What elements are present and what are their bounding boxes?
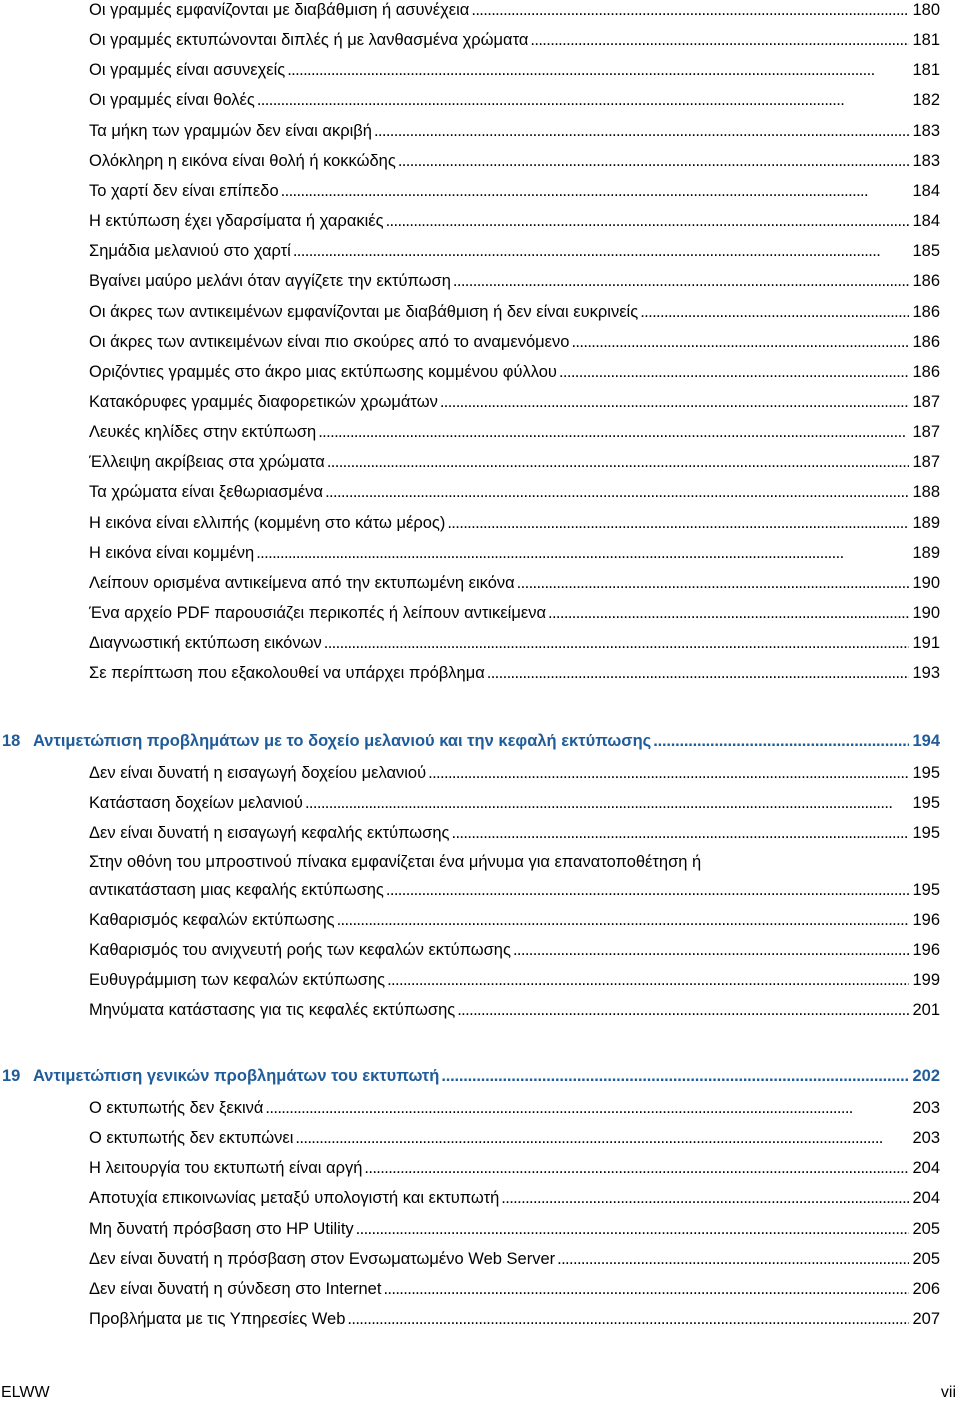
dot-leader — [428, 763, 909, 783]
toc-entry-page: 187 — [912, 453, 940, 471]
toc-entry-title: Αποτυχία επικοινωνίας μεταξύ υπολογιστή και εκτυπωτή — [89, 1189, 500, 1207]
toc-entry-page: 196 — [912, 941, 940, 959]
toc-entry[interactable] — [89, 482, 940, 502]
toc-entry-page: 195 — [912, 824, 940, 842]
toc-entry[interactable] — [89, 392, 940, 412]
toc-entry-page: 182 — [912, 91, 940, 109]
toc-entry-page: 181 — [912, 61, 940, 79]
dot-leader — [457, 1000, 909, 1020]
chapter-title: Αντιμετώπιση γενικών προβλημάτων του εκτυπωτή — [33, 1067, 440, 1085]
dot-leader — [257, 90, 910, 110]
toc-entry-title: Το χαρτί δεν είναι επίπεδο — [89, 182, 279, 200]
dot-leader — [387, 970, 909, 990]
chapter-page: 194 — [912, 732, 940, 750]
toc-entry-page: 195 — [912, 881, 940, 899]
dot-leader — [356, 1219, 910, 1239]
dot-leader — [293, 241, 910, 261]
toc-entry[interactable] — [89, 663, 940, 683]
page-footer — [0, 1383, 960, 1403]
toc-entry-page: 185 — [912, 242, 940, 260]
toc-entry[interactable] — [89, 573, 940, 593]
toc-entry[interactable] — [89, 940, 940, 960]
toc-entry-page: 181 — [912, 31, 940, 49]
dot-leader — [557, 1249, 909, 1269]
toc-entry[interactable] — [89, 151, 940, 171]
toc-entry[interactable] — [89, 90, 940, 110]
toc-entry-title: Οριζόντιες γραμμές στο άκρο μιας εκτύπωσης κομμένου φύλλου — [89, 363, 557, 381]
toc-entry-page: 193 — [912, 664, 940, 682]
toc-entry-title: Η εικόνα είναι κομμένη — [89, 544, 255, 562]
toc-entry-title: Ένα αρχείο PDF παρουσιάζει περικοπές ή λείπουν αντικείμενα — [89, 604, 546, 622]
dot-leader — [487, 663, 910, 683]
toc-entry[interactable] — [89, 1249, 940, 1269]
toc-entry[interactable] — [89, 1279, 940, 1299]
dot-leader — [653, 731, 909, 751]
toc-entry-page: 188 — [912, 483, 940, 501]
toc-entry-title-line1: Στην οθόνη του μπροστινού πίνακα εμφανίζεται ένα μήνυμα για επανατοποθέτηση ή — [89, 853, 702, 871]
footer-doc-code: ELWW — [1, 1384, 50, 1401]
toc-entry[interactable] — [89, 181, 940, 201]
dot-leader — [640, 302, 909, 322]
chapter-heading-18[interactable] — [0, 731, 940, 751]
toc-entry-page: 191 — [912, 634, 940, 652]
toc-entry-page: 186 — [912, 363, 940, 381]
toc-entry-page: 203 — [912, 1099, 940, 1117]
toc-entry-title: Ολόκληρη η εικόνα είναι θολή ή κοκκώδης — [89, 152, 396, 170]
dot-leader — [517, 573, 910, 593]
toc-entry[interactable] — [89, 1000, 940, 1020]
toc-entry[interactable] — [89, 121, 940, 141]
dot-leader — [513, 940, 910, 960]
toc-entry-page: 207 — [912, 1310, 940, 1328]
dot-leader — [347, 1309, 909, 1329]
toc-entry[interactable] — [89, 603, 940, 623]
toc-entry[interactable] — [89, 1219, 940, 1239]
toc-entry-title: Δεν είναι δυνατή η εισαγωγή κεφαλής εκτύπωσης — [89, 824, 450, 842]
toc-entry[interactable] — [89, 271, 940, 291]
toc-entry-title: Οι γραμμές είναι θολές — [89, 91, 255, 109]
toc-entry[interactable] — [89, 60, 940, 80]
toc-entry[interactable] — [89, 241, 940, 261]
toc-entry-page: 183 — [912, 122, 940, 140]
toc-entry-page: 186 — [912, 333, 940, 351]
dot-leader — [452, 823, 910, 843]
toc-entry-title: Βγαίνει μαύρο μελάνι όταν αγγίζετε την εκτύπωση — [89, 272, 451, 290]
toc-entry[interactable] — [89, 1128, 940, 1148]
dot-leader — [325, 482, 909, 502]
toc-entry-page: 186 — [912, 272, 940, 290]
toc-entry-page: 196 — [912, 911, 940, 929]
toc-entry[interactable] — [89, 1188, 940, 1208]
toc-entry-title: Σημάδια μελανιού στο χαρτί — [89, 242, 291, 260]
dot-leader — [287, 60, 909, 80]
toc-entry[interactable] — [89, 763, 940, 783]
chapter-number: 18 — [2, 732, 21, 750]
toc-entry[interactable] — [89, 970, 940, 990]
toc-entry-page: 187 — [912, 393, 940, 411]
toc-entry[interactable] — [89, 852, 940, 900]
toc-entry[interactable] — [89, 452, 940, 472]
toc-entry-title: Οι γραμμές είναι ασυνεχείς — [89, 61, 286, 79]
dot-leader — [530, 30, 909, 50]
toc-entry[interactable] — [89, 793, 940, 813]
toc-entry-page: 190 — [912, 574, 940, 592]
toc-entry[interactable] — [89, 823, 940, 843]
toc-entry-page: 183 — [912, 152, 940, 170]
toc-entry[interactable] — [89, 362, 940, 382]
toc-entry-title: Δεν είναι δυνατή η εισαγωγή δοχείου μελανιού — [89, 764, 427, 782]
dot-leader — [374, 121, 910, 141]
toc-entry[interactable] — [89, 543, 940, 563]
toc-entry-title: Ο εκτυπωτής δεν ξεκινά — [89, 1099, 264, 1117]
toc-entry-title: Λευκές κηλίδες στην εκτύπωση — [89, 423, 317, 441]
toc-entry-title: Η εκτύπωση έχει γδαρσίματα ή χαρακιές — [89, 212, 384, 230]
toc-entry-title: Δεν είναι δυνατή η σύνδεση στο Internet — [89, 1280, 382, 1298]
dot-leader — [386, 880, 910, 900]
dot-leader — [265, 1098, 909, 1118]
toc-entry-title: Σε περίπτωση που εξακολουθεί να υπάρχει πρόβλημα — [89, 664, 485, 682]
toc-entry-title: Οι γραμμές εκτυπώνονται διπλές ή με λανθασμένα χρώματα — [89, 31, 529, 49]
toc-entry-page: 195 — [912, 764, 940, 782]
toc-entry[interactable] — [89, 422, 940, 442]
toc-entry-title: Οι γραμμές εμφανίζονται με διαβάθμιση ή ασυνέχεια — [89, 1, 470, 19]
toc-entry[interactable] — [89, 910, 940, 930]
dot-leader — [327, 452, 910, 472]
dot-leader — [386, 211, 910, 231]
toc-entry[interactable] — [89, 1309, 940, 1329]
toc-entry-title: Τα χρώματα είναι ξεθωριασμένα — [89, 483, 324, 501]
dot-leader — [559, 362, 910, 382]
toc-entry-page: 189 — [912, 514, 940, 532]
toc-entry-page: 186 — [912, 303, 940, 321]
toc-entry-page: 205 — [912, 1220, 940, 1238]
toc-entry[interactable] — [89, 0, 940, 20]
dot-leader — [305, 793, 910, 813]
toc-entry[interactable] — [89, 332, 940, 352]
dot-leader — [295, 1128, 909, 1148]
toc-entry[interactable] — [89, 211, 940, 231]
toc-entry-page: 195 — [912, 794, 940, 812]
toc-entry[interactable] — [89, 302, 940, 322]
toc-entry-page: 180 — [912, 1, 940, 19]
toc-entry-page: 204 — [912, 1159, 940, 1177]
toc-entry-title: Διαγνωστική εκτύπωση εικόνων — [89, 634, 322, 652]
toc-entry-title: Ευθυγράμμιση των κεφαλών εκτύπωσης — [89, 971, 386, 989]
toc-entry-title: Λείπουν ορισμένα αντικείμενα από την εκτυπωμένη εικόνα — [89, 574, 515, 592]
dot-leader — [471, 0, 909, 20]
dot-leader — [318, 422, 909, 442]
dot-leader — [501, 1188, 909, 1208]
toc-entry-title: Έλλειψη ακρίβειας στα χρώματα — [89, 453, 325, 471]
toc-entry-title: Οι άκρες των αντικειμένων εμφανίζονται με διαβάθμιση ή δεν είναι ευκρινείς — [89, 303, 639, 321]
toc-entry-page: 203 — [912, 1129, 940, 1147]
toc-entry-title: Καθαρισμός κεφαλών εκτύπωσης — [89, 911, 335, 929]
dot-leader — [281, 181, 910, 201]
dot-leader — [324, 633, 910, 653]
toc-entry-title-line2: αντικατάσταση μιας κεφαλής εκτύπωσης — [89, 881, 384, 899]
chapter-title: Αντιμετώπιση προβλημάτων με το δοχείο μελανιού και την κεφαλή εκτύπωσης — [33, 732, 652, 750]
toc-entry[interactable] — [89, 633, 940, 653]
toc-entry-page: 187 — [912, 423, 940, 441]
toc-entry-page: 199 — [912, 971, 940, 989]
toc-entry-title: Ο εκτυπωτής δεν εκτυπώνει — [89, 1129, 294, 1147]
toc-entry-page: 184 — [912, 182, 940, 200]
toc-entry-title: Μη δυνατή πρόσβαση στο HP Utility — [89, 1220, 354, 1238]
toc-entry[interactable] — [89, 1158, 940, 1178]
toc-entry-title: Η εικόνα είναι ελλιπής (κομμένη στο κάτω μέρος) — [89, 514, 446, 532]
chapter-heading-19[interactable] — [0, 1066, 940, 1086]
toc-entry-title: Οι άκρες των αντικειμένων είναι πιο σκούρες από το αναμενόμενο — [89, 333, 570, 351]
dot-leader — [548, 603, 909, 623]
dot-leader — [383, 1279, 909, 1299]
toc-entry-title: Η λειτουργία του εκτυπωτή είναι αργή — [89, 1159, 363, 1177]
dot-leader — [398, 151, 910, 171]
toc-entry-title: Προβλήματα με τις Υπηρεσίες Web — [89, 1310, 346, 1328]
dot-leader — [364, 1158, 909, 1178]
toc-entry-page: 190 — [912, 604, 940, 622]
dot-leader — [256, 543, 909, 563]
toc-entry-page: 201 — [912, 1001, 940, 1019]
dot-leader — [447, 513, 909, 533]
toc-entry-title: Μηνύματα κατάστασης για τις κεφαλές εκτύπωσης — [89, 1001, 456, 1019]
chapter-number: 19 — [2, 1067, 21, 1085]
toc-entry-title: Τα μήκη των γραμμών δεν είναι ακριβή — [89, 122, 372, 140]
toc-entry-page: 189 — [912, 544, 940, 562]
toc-entry[interactable] — [89, 1098, 940, 1118]
dot-leader — [453, 271, 910, 291]
toc-entry-page: 206 — [912, 1280, 940, 1298]
dot-leader — [571, 332, 909, 352]
toc-entry-title: Κατάσταση δοχείων μελανιού — [89, 794, 303, 812]
toc-entry-title: Δεν είναι δυνατή η πρόσβαση στον Ενσωματωμένο Web Server — [89, 1250, 556, 1268]
toc-entry[interactable] — [89, 30, 940, 50]
dot-leader — [441, 1066, 909, 1086]
toc-entry-page: 204 — [912, 1189, 940, 1207]
toc-entry-title: Καθαρισμός του ανιχνευτή ροής των κεφαλών εκτύπωσης — [89, 941, 511, 959]
dot-leader — [440, 392, 910, 412]
dot-leader — [337, 910, 910, 930]
toc-entry-page: 205 — [912, 1250, 940, 1268]
toc-entry-page: 184 — [912, 212, 940, 230]
toc-entry[interactable] — [89, 513, 940, 533]
toc-entry-title: Κατακόρυφες γραμμές διαφορετικών χρωμάτων — [89, 393, 438, 411]
chapter-page: 202 — [912, 1067, 940, 1085]
footer-page-number: vii — [940, 1384, 956, 1401]
